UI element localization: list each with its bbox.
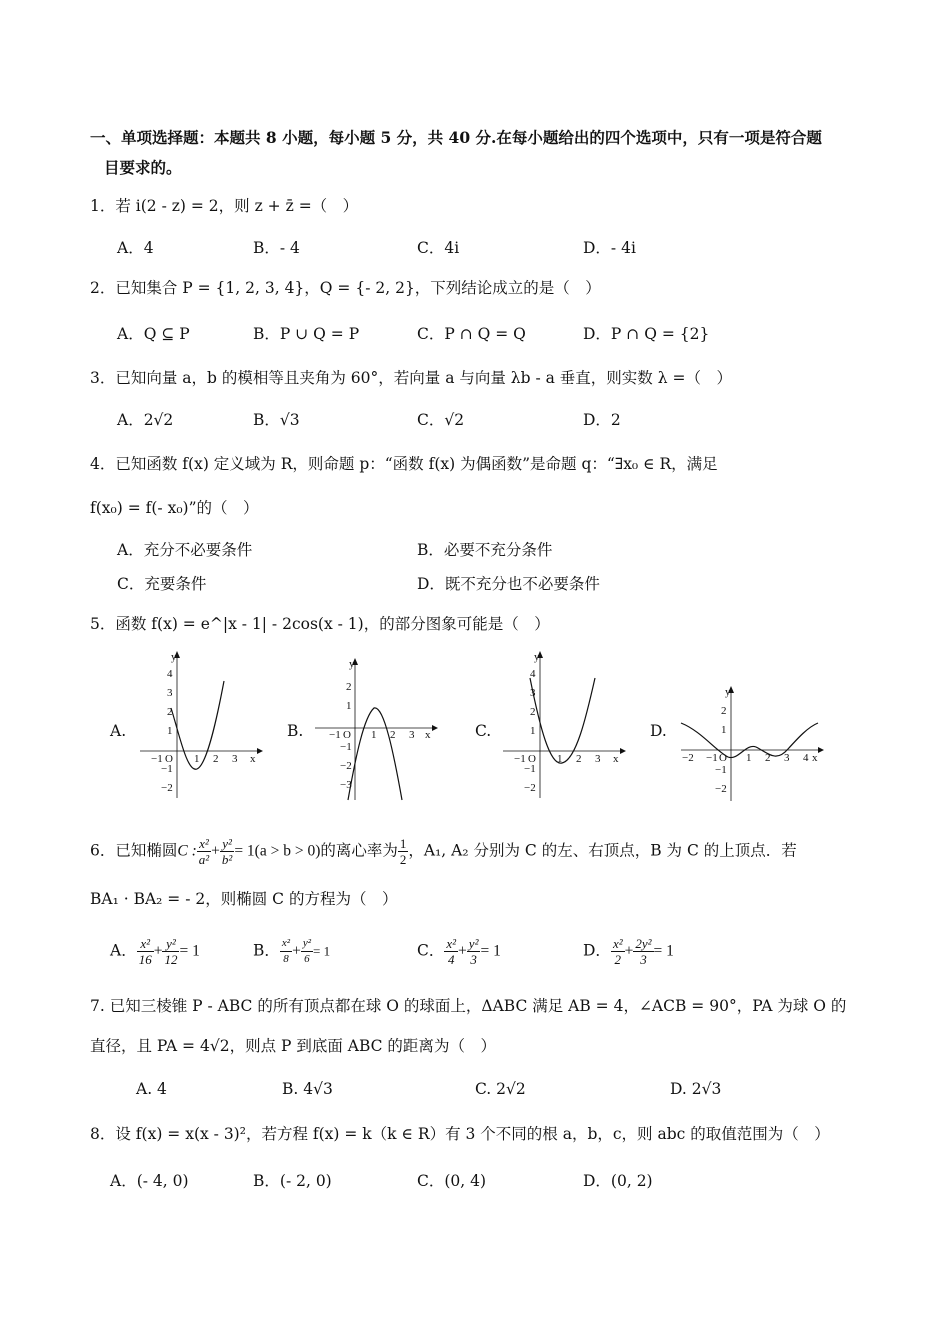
graph-a-xtick: −1 xyxy=(151,753,163,765)
q4-option-c[interactable]: C．充要条件 xyxy=(117,575,207,593)
q1-option-b[interactable]: B．- 4 xyxy=(253,239,300,257)
graph-d-xtick: 4 xyxy=(803,752,809,764)
graph-d-xtick: 3 xyxy=(784,752,790,764)
q3-option-b[interactable]: B．√3 xyxy=(253,411,300,429)
q6-c-frac1 xyxy=(444,936,458,967)
q6-ecc-num: 1 xyxy=(399,836,407,851)
question-7-stem-line2: 直径，且 PA = 4√2，则点 P 到底面 ABC 的距离为（ ） xyxy=(90,1037,496,1055)
frac-num: x² xyxy=(612,936,623,951)
graph-c-xtick: −1 xyxy=(514,753,526,765)
frac-den: 6 xyxy=(304,953,310,965)
graph-b-ytick: −3 xyxy=(340,779,352,791)
q6-stem-part-c: ，A₁, A₂ 分别为 C 的左、右顶点，B 为 C 的上顶点．若 xyxy=(408,841,797,860)
graph-d-x-label: x xyxy=(812,752,818,764)
graph-c-ytick: 1 xyxy=(530,725,536,737)
question-1-stem: 1．若 i(2 - z) = 2，则 z + z̄ =（ ） xyxy=(90,197,359,215)
graph-b-xtick: −1 xyxy=(329,729,341,741)
graph-d-ytick: −1 xyxy=(715,764,727,776)
question-4-stem-line2: f(x₀) = f(- x₀)”的（ ） xyxy=(90,499,259,517)
question-8-stem: 8．设 f(x) = x(x - 3)²，若方程 f(x) = k（k ∈ R）有 3 个不同的根 a，b，c，则 abc 的取值范围为（ ） xyxy=(90,1125,830,1143)
graph-b-curve xyxy=(348,708,402,800)
q5-option-d-label[interactable]: D. xyxy=(650,722,667,740)
frac-num: x² xyxy=(137,936,154,952)
frac-den: 8 xyxy=(283,953,289,965)
q6-frac-y-den: b² xyxy=(221,852,233,867)
graph-c-xtick: 3 xyxy=(595,753,601,765)
section-title-line2: 目要求的。 xyxy=(104,158,182,177)
q8-option-a[interactable]: A．(- 4, 0) xyxy=(110,1172,189,1190)
frac-num: x² xyxy=(446,936,457,951)
q6-a-frac1 xyxy=(137,936,154,967)
graph-b-xtick: 1 xyxy=(371,729,377,741)
graph-b-origin: O xyxy=(343,729,351,741)
q6-ellipse-name: C : xyxy=(177,842,197,860)
graph-d-xtick: −2 xyxy=(682,752,694,764)
q4-option-a[interactable]: A．充分不必要条件 xyxy=(117,541,253,559)
frac-den: 4 xyxy=(447,952,455,967)
q5-graph-b[interactable] xyxy=(310,655,440,809)
equals-one: = 1 xyxy=(653,942,674,960)
section-title-line1: 一、单项选择题：本题共 8 小题，每小题 5 分，共 40 分.在每小题给出的四个选项中，只有一项是符合题 xyxy=(90,128,822,147)
q1-option-a[interactable]: A．4 xyxy=(117,239,154,257)
graph-b-y-label: y xyxy=(349,658,355,670)
q7-option-a[interactable]: A. 4 xyxy=(136,1080,167,1098)
q5-graph-c[interactable] xyxy=(498,648,628,807)
question-4-stem-line1: 4．已知函数 f(x) 定义域为 R，则命题 p：“函数 f(x) 为偶函数”是命题 q：“∃x₀ ∈ R，满足 xyxy=(90,455,718,473)
frac-num: 2y² xyxy=(635,936,652,951)
plus: + xyxy=(292,942,301,960)
graph-b-ytick: −1 xyxy=(340,741,352,753)
graph-c-ytick: −2 xyxy=(524,782,536,794)
q6-a-frac2 xyxy=(162,936,179,967)
equals-one: = 1 xyxy=(480,942,501,960)
q6-option-c[interactable] xyxy=(417,936,501,967)
q6-option-b[interactable] xyxy=(253,936,330,967)
q5-graph-a[interactable] xyxy=(135,648,265,807)
frac-num: y² xyxy=(301,936,313,952)
q6-d-frac2 xyxy=(633,936,653,967)
graph-a-ytick: −1 xyxy=(161,763,173,775)
graph-a-ytick: 2 xyxy=(167,706,173,718)
q6-plus: + xyxy=(211,842,220,860)
graph-c-xtick: 2 xyxy=(576,753,582,765)
graph-a-ytick: −2 xyxy=(161,782,173,794)
graph-c-origin: O xyxy=(528,753,536,765)
q5-option-b-label[interactable]: B. xyxy=(287,722,304,740)
graph-d-xtick: 2 xyxy=(765,752,771,764)
q8-option-b[interactable]: B．(- 2, 0) xyxy=(253,1172,332,1190)
q5-option-a-label[interactable]: A. xyxy=(110,722,127,740)
graph-c-ytick: 3 xyxy=(530,687,536,699)
q5-graph-d[interactable] xyxy=(676,683,826,807)
q7-option-b[interactable]: B. 4√3 xyxy=(282,1080,333,1098)
question-5-stem: 5．函数 f(x) = e^|x - 1| - 2cos(x - 1)，的部分图象可能是（ ） xyxy=(90,615,550,633)
plus: + xyxy=(458,942,467,960)
q6-c-frac2 xyxy=(467,936,481,967)
question-7-stem-line1: 7. 已知三棱锥 P - ABC 的所有顶点都在球 O 的球面上，ΔABC 满足 AB = 4，∠ACB = 90°，PA 为球 O 的 xyxy=(90,997,847,1015)
graph-b-xtick: 3 xyxy=(409,729,415,741)
graph-c-ytick: 4 xyxy=(530,668,536,680)
q7-option-d[interactable]: D. 2√3 xyxy=(670,1080,722,1098)
graph-b-ytick: 2 xyxy=(346,681,352,693)
graph-a-ytick: 3 xyxy=(167,687,173,699)
q1-option-d[interactable]: D．- 4i xyxy=(583,239,636,257)
q3-option-a[interactable]: A．2√2 xyxy=(117,411,174,429)
q6-option-d[interactable] xyxy=(583,936,674,967)
graph-c-y-label: y xyxy=(534,651,540,663)
q8-option-d[interactable]: D．(0, 2) xyxy=(583,1172,653,1190)
q2-option-d[interactable]: D．P ∩ Q = {2} xyxy=(583,325,710,343)
q6-condition: = 1(a > b > 0) xyxy=(234,842,321,860)
q6-option-c-label: C． xyxy=(417,941,445,960)
q6-frac-y-num: y² xyxy=(220,836,234,852)
q6-stem-part-a: 6．已知椭圆 xyxy=(90,841,178,860)
graph-b-xtick: 2 xyxy=(390,729,396,741)
q8-option-c[interactable]: C．(0, 4) xyxy=(417,1172,487,1190)
q2-option-c[interactable]: C．P ∩ Q = Q xyxy=(417,325,526,343)
q4-option-d[interactable]: D．既不充分也不必要条件 xyxy=(417,575,600,593)
frac-num: y² xyxy=(162,936,179,952)
question-3-stem: 3．已知向量 a，b 的模相等且夹角为 60°，若向量 a 与向量 λb - a 垂直，则实数 λ =（ ） xyxy=(90,369,732,387)
question-2-stem: 2．已知集合 P = {1, 2, 3, 4}，Q = {- 2, 2}，下列结论成立的是（ ） xyxy=(90,279,601,297)
q4-option-b[interactable]: B．必要不充分条件 xyxy=(417,541,553,559)
q6-frac-y xyxy=(220,836,234,867)
graph-a-xtick: 3 xyxy=(232,753,238,765)
frac-num: y² xyxy=(468,936,479,951)
graph-a-xtick: 1 xyxy=(194,753,200,765)
graph-d-origin: O xyxy=(719,752,727,764)
q6-stem-part-b: 的离心率为 xyxy=(320,841,398,860)
question-6-stem-line1 xyxy=(90,836,797,867)
graph-c-xtick: 1 xyxy=(557,753,563,765)
graph-d-y-label: y xyxy=(725,686,731,698)
frac-den: 3 xyxy=(470,952,477,967)
frac-den: 12 xyxy=(164,952,178,967)
q6-d-frac1 xyxy=(611,936,625,967)
frac-den: 16 xyxy=(138,952,152,967)
q6-option-a[interactable] xyxy=(110,936,200,967)
graph-a-origin: O xyxy=(165,753,173,765)
q6-eccentricity xyxy=(398,836,409,867)
graph-c-ytick: 2 xyxy=(530,706,536,718)
q5-option-c-label[interactable]: C. xyxy=(475,722,492,740)
graph-d-ytick: 1 xyxy=(721,724,727,736)
q6-option-a-label: A． xyxy=(110,941,137,960)
plus: + xyxy=(153,942,163,960)
graph-a-x-label: x xyxy=(250,753,256,765)
equals-one: = 1 xyxy=(313,943,331,959)
graph-b-ytick: 1 xyxy=(346,700,352,712)
graph-b-ytick: −2 xyxy=(340,760,352,772)
graph-d-ytick: −2 xyxy=(715,783,727,795)
equals-one: = 1 xyxy=(179,942,200,960)
q2-option-a[interactable]: A．Q ⊆ P xyxy=(117,325,190,343)
q1-option-c[interactable]: C．4i xyxy=(417,239,460,257)
graph-c-ytick: −1 xyxy=(524,763,536,775)
q3-option-d[interactable]: D．2 xyxy=(583,411,621,429)
graph-b-x-label: x xyxy=(425,729,431,741)
graph-d-ytick: 2 xyxy=(721,705,727,717)
q7-option-c[interactable]: C. 2√2 xyxy=(475,1080,526,1098)
graph-a-ytick: 1 xyxy=(167,725,173,737)
graph-d-xtick: −1 xyxy=(706,752,718,764)
q2-option-b[interactable]: B．P ∪ Q = P xyxy=(253,325,360,343)
frac-den: 3 xyxy=(640,952,647,967)
graph-c-x-label: x xyxy=(613,753,619,765)
q6-ecc-den: 2 xyxy=(399,852,407,867)
frac-den: 2 xyxy=(614,952,622,967)
q6-option-d-label: D． xyxy=(583,941,611,960)
q6-b-frac1 xyxy=(280,936,292,967)
q6-frac-x-den: a² xyxy=(198,852,210,867)
plus: + xyxy=(624,942,634,960)
q6-frac-x-num: x² xyxy=(197,836,211,852)
q6-b-frac2 xyxy=(301,936,313,967)
graph-a-xtick: 2 xyxy=(213,753,219,765)
q6-option-b-label: B． xyxy=(253,941,280,960)
graph-a-ytick: 4 xyxy=(167,668,173,680)
frac-num: x² xyxy=(280,936,292,952)
graph-a-y-label: y xyxy=(171,651,177,663)
question-6-stem-line2: BA₁ · BA₂ = - 2，则椭圆 C 的方程为（ ） xyxy=(90,890,398,908)
graph-d-xtick: 1 xyxy=(746,752,752,764)
q6-frac-x xyxy=(197,836,211,867)
q3-option-c[interactable]: C．√2 xyxy=(417,411,465,429)
